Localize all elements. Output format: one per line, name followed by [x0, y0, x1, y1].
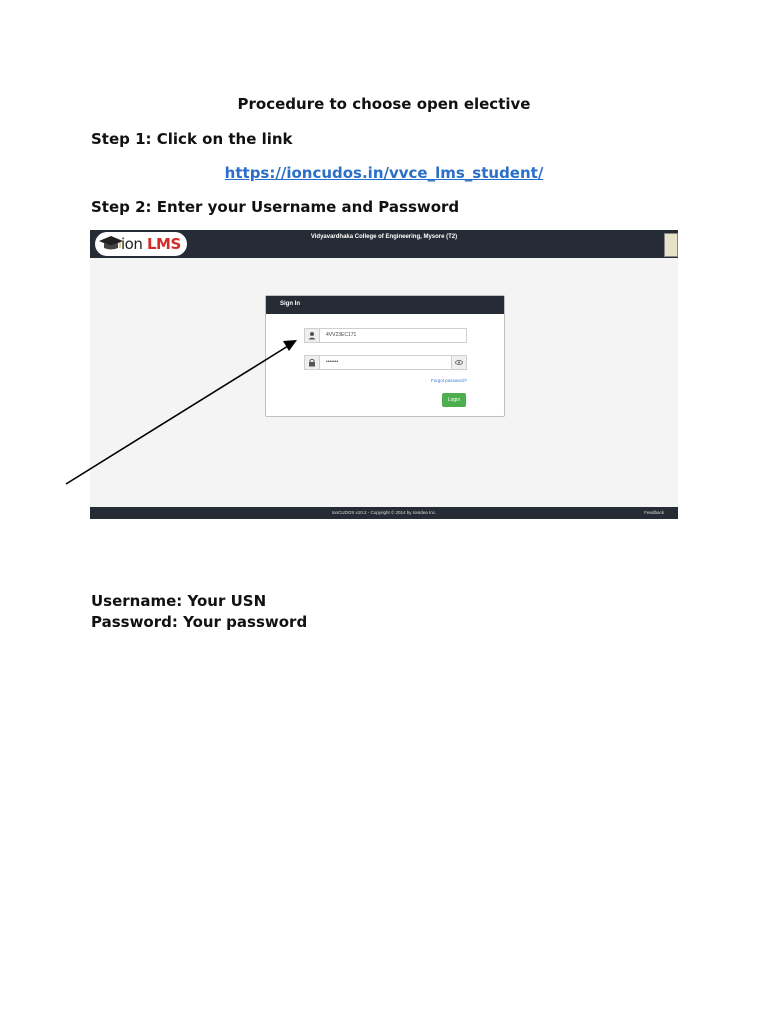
login-button[interactable]: Login	[442, 393, 466, 407]
lms-header	[90, 230, 678, 258]
feedback-link[interactable]: Feedback	[644, 510, 664, 515]
password-value: •••••••	[326, 359, 339, 365]
step-2-text: Step 2: Enter your Username and Password	[91, 198, 460, 216]
lms-link[interactable]: https://ioncudos.in/vvce_lms_student/	[224, 164, 544, 182]
step-1-text: Step 1: Click on the link	[91, 130, 293, 148]
signin-header	[266, 296, 504, 314]
password-note: Password: Your password	[91, 613, 308, 631]
college-emblem	[664, 233, 678, 257]
signin-title: Sign In	[280, 301, 300, 307]
password-input[interactable]	[304, 355, 467, 370]
username-note: Username: Your USN	[91, 592, 267, 610]
document-title: Procedure to choose open elective	[237, 95, 531, 113]
logo-ion-text: ion	[121, 235, 143, 253]
logo-lms-text: LMS	[147, 235, 181, 253]
login-screenshot	[90, 230, 678, 519]
lock-icon	[305, 356, 320, 369]
college-name: Vidyavardhaka College of Engineering, Mysore (T2)	[310, 234, 458, 240]
forgot-password-link[interactable]: Forgot password?	[430, 378, 467, 383]
lms-footer	[90, 507, 678, 519]
signin-panel	[265, 295, 505, 417]
copyright-text: IonCUDOS v10.2 - Copyright © 2014 by IonIdea Inc.	[331, 510, 437, 515]
eye-icon[interactable]	[451, 356, 466, 369]
user-icon	[305, 329, 320, 342]
username-value: 4VV23EC171	[326, 332, 357, 338]
username-input[interactable]	[304, 328, 467, 343]
